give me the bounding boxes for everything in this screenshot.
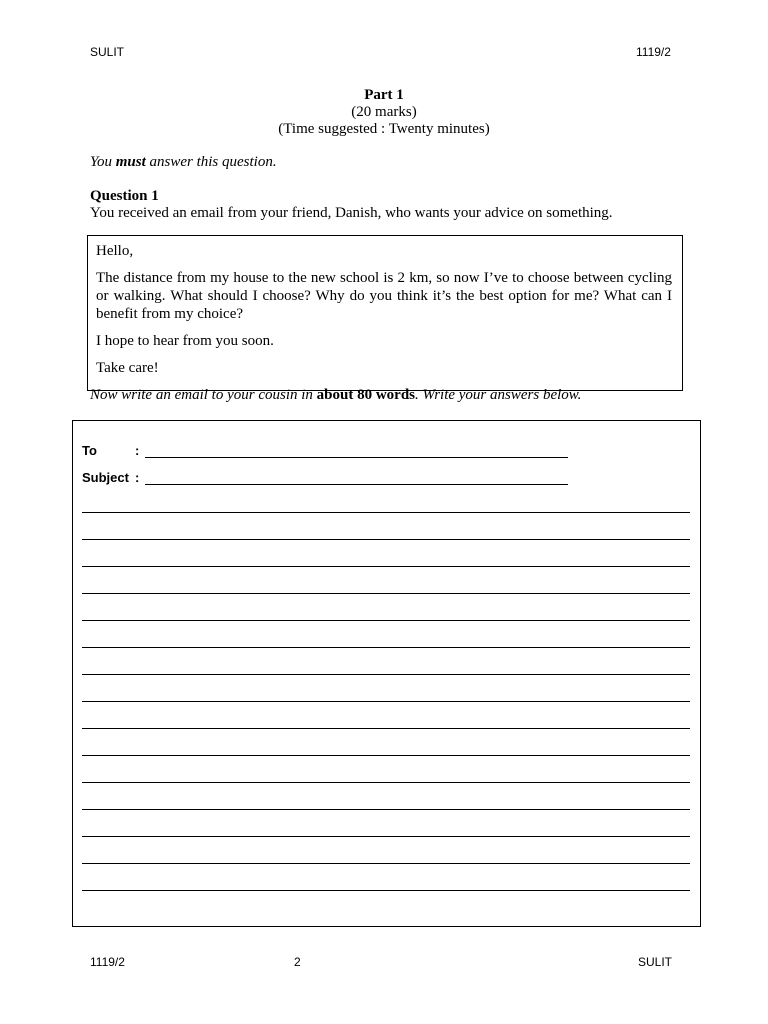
header-right: 1119/2 xyxy=(636,45,671,59)
writing-line[interactable] xyxy=(82,701,690,702)
email-closing: Take care! xyxy=(96,360,159,376)
answer-box xyxy=(72,420,701,927)
to-label: To xyxy=(82,443,97,458)
email-greeting: Hello, xyxy=(96,243,134,259)
page-number: 2 xyxy=(294,955,301,969)
to-field xyxy=(82,443,140,458)
writing-line[interactable] xyxy=(82,782,690,783)
writing-line[interactable] xyxy=(82,539,690,540)
email-box xyxy=(87,235,683,391)
writing-line[interactable] xyxy=(82,836,690,837)
part-time: (Time suggested : Twenty minutes) xyxy=(278,121,490,137)
writing-line[interactable] xyxy=(82,809,690,810)
subject-field xyxy=(82,470,140,485)
instruction-suffix: answer this question. xyxy=(145,154,277,170)
write-instruction-suffix: . Write your answers below. xyxy=(415,387,582,403)
writing-line[interactable] xyxy=(82,647,690,648)
subject-label: Subject xyxy=(82,470,129,485)
instruction-emphasis: must xyxy=(115,154,146,170)
instruction xyxy=(90,154,277,171)
to-colon: : xyxy=(135,443,140,458)
write-instruction xyxy=(90,387,581,404)
writing-line[interactable] xyxy=(82,755,690,756)
email-body: The distance from my house to the new school is 2 km, so now I’ve to choose between cycling or walking. What should I choose? Why do you think it’s the best option for me? What can I benefit from my choice? xyxy=(96,270,672,322)
writing-line[interactable] xyxy=(82,593,690,594)
writing-line[interactable] xyxy=(82,863,690,864)
write-instruction-prefix: Now write an email to your cousin in xyxy=(90,387,317,403)
writing-line[interactable] xyxy=(82,566,690,567)
footer-left: 1119/2 xyxy=(90,955,125,969)
writing-line[interactable] xyxy=(82,512,690,513)
subject-colon: : xyxy=(135,470,140,485)
write-instruction-emphasis: about 80 words xyxy=(316,387,416,403)
subject-input-line[interactable] xyxy=(145,484,568,485)
header-left: SULIT xyxy=(90,45,125,59)
writing-line[interactable] xyxy=(82,674,690,675)
part-title: Part 1 xyxy=(364,87,404,103)
to-input-line[interactable] xyxy=(145,457,568,458)
email-hope: I hope to hear from you soon. xyxy=(96,333,274,349)
instruction-prefix: You xyxy=(90,154,116,170)
part-marks: (20 marks) xyxy=(351,104,417,120)
writing-line[interactable] xyxy=(82,620,690,621)
question-title: Question 1 xyxy=(90,188,159,204)
writing-line[interactable] xyxy=(82,728,690,729)
writing-line[interactable] xyxy=(82,890,690,891)
question-text: You received an email from your friend, Danish, who wants your advice on something. xyxy=(90,205,613,221)
footer-right: SULIT xyxy=(638,955,673,969)
